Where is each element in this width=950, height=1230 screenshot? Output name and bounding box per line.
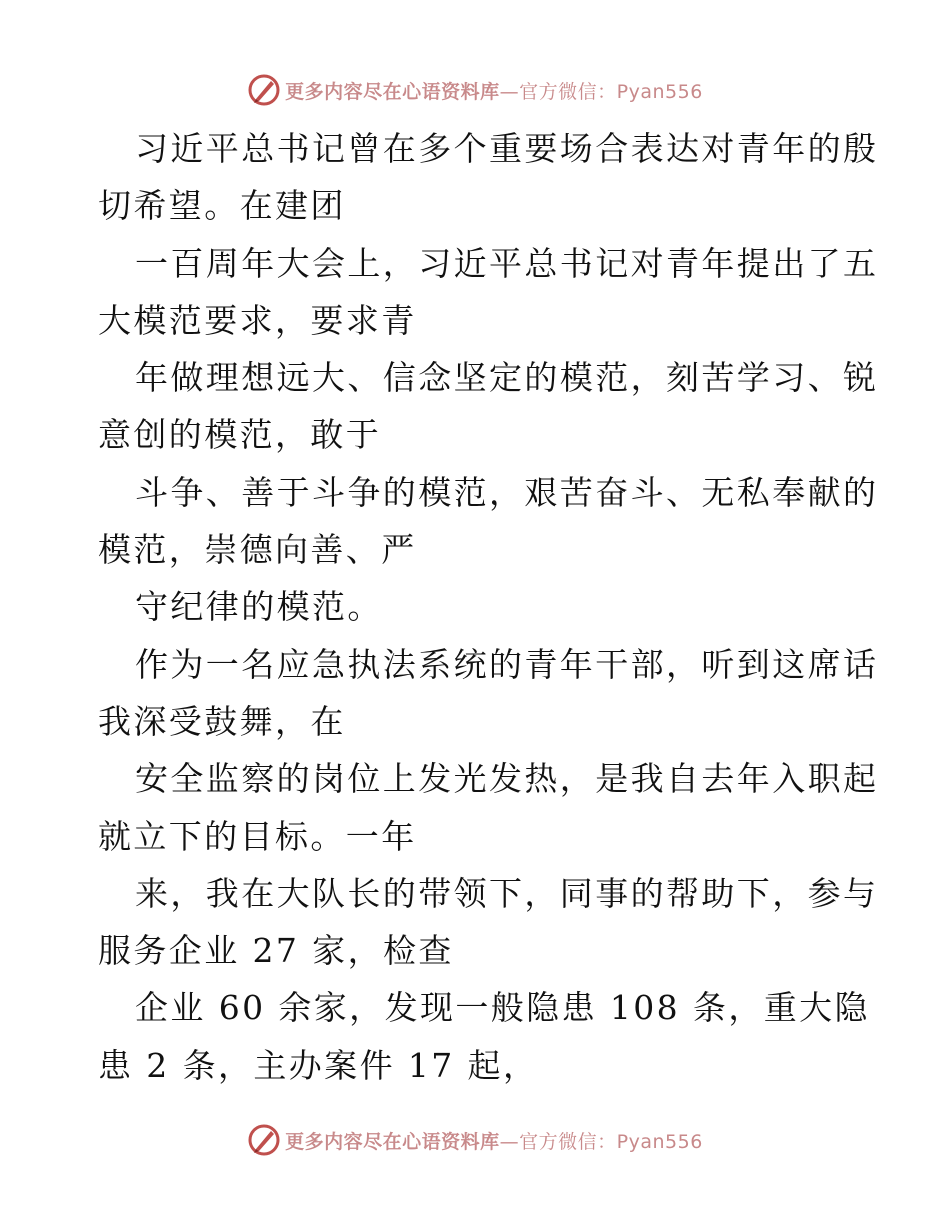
text-line: 服务企业 27 家，检查: [98, 931, 454, 971]
text-line: 就立下的目标。一年: [98, 816, 417, 856]
text-line: 守纪律的模范。: [135, 587, 383, 627]
text-line: 作为一名应急执法系统的青年干部，听到这席话: [135, 644, 879, 684]
text-line: 来，我在大队长的带领下，同事的帮助下，参与: [135, 873, 879, 913]
text-line: 我深受鼓舞，在: [98, 701, 346, 741]
watermark-text: [285, 77, 703, 104]
footer-watermark: [0, 1122, 950, 1158]
text-line: 意创的模范，敢于: [98, 415, 382, 455]
text-line: 斗争、善于斗争的模范，艰苦奋斗、无私奉献的: [135, 472, 879, 512]
feather-pen-logo-icon: [247, 1123, 281, 1157]
watermark-site: 更多内容尽在心语资料库: [285, 1130, 500, 1153]
header-watermark: [0, 72, 950, 108]
text-line: 企业 60 余家，发现一般隐患 108 条，重大隐: [135, 988, 870, 1028]
text-line: 患 2 条，主办案件 17 起，: [98, 1045, 539, 1085]
feather-pen-logo-icon: [247, 73, 281, 107]
document-body: [98, 120, 879, 1094]
text-line: 模范，崇德向善、严: [98, 530, 417, 570]
text-line: 大模范要求，要求青: [98, 300, 417, 340]
watermark-site: 更多内容尽在心语资料库: [285, 80, 500, 103]
text-line: 切希望。在建团: [98, 186, 346, 226]
text-line: 年做理想远大、信念坚定的模范，刻苦学习、锐: [135, 358, 879, 398]
watermark-text: [285, 1127, 703, 1154]
text-line: 习近平总书记曾在多个重要场合表达对青年的殷: [135, 129, 879, 168]
watermark-contact: —官方微信：Pyan556: [499, 1130, 703, 1153]
watermark-contact: —官方微信：Pyan556: [499, 80, 703, 103]
text-line: 一百周年大会上，习近平总书记对青年提出了五: [135, 243, 879, 283]
text-line: 安全监察的岗位上发光发热，是我自去年入职起: [135, 759, 879, 799]
